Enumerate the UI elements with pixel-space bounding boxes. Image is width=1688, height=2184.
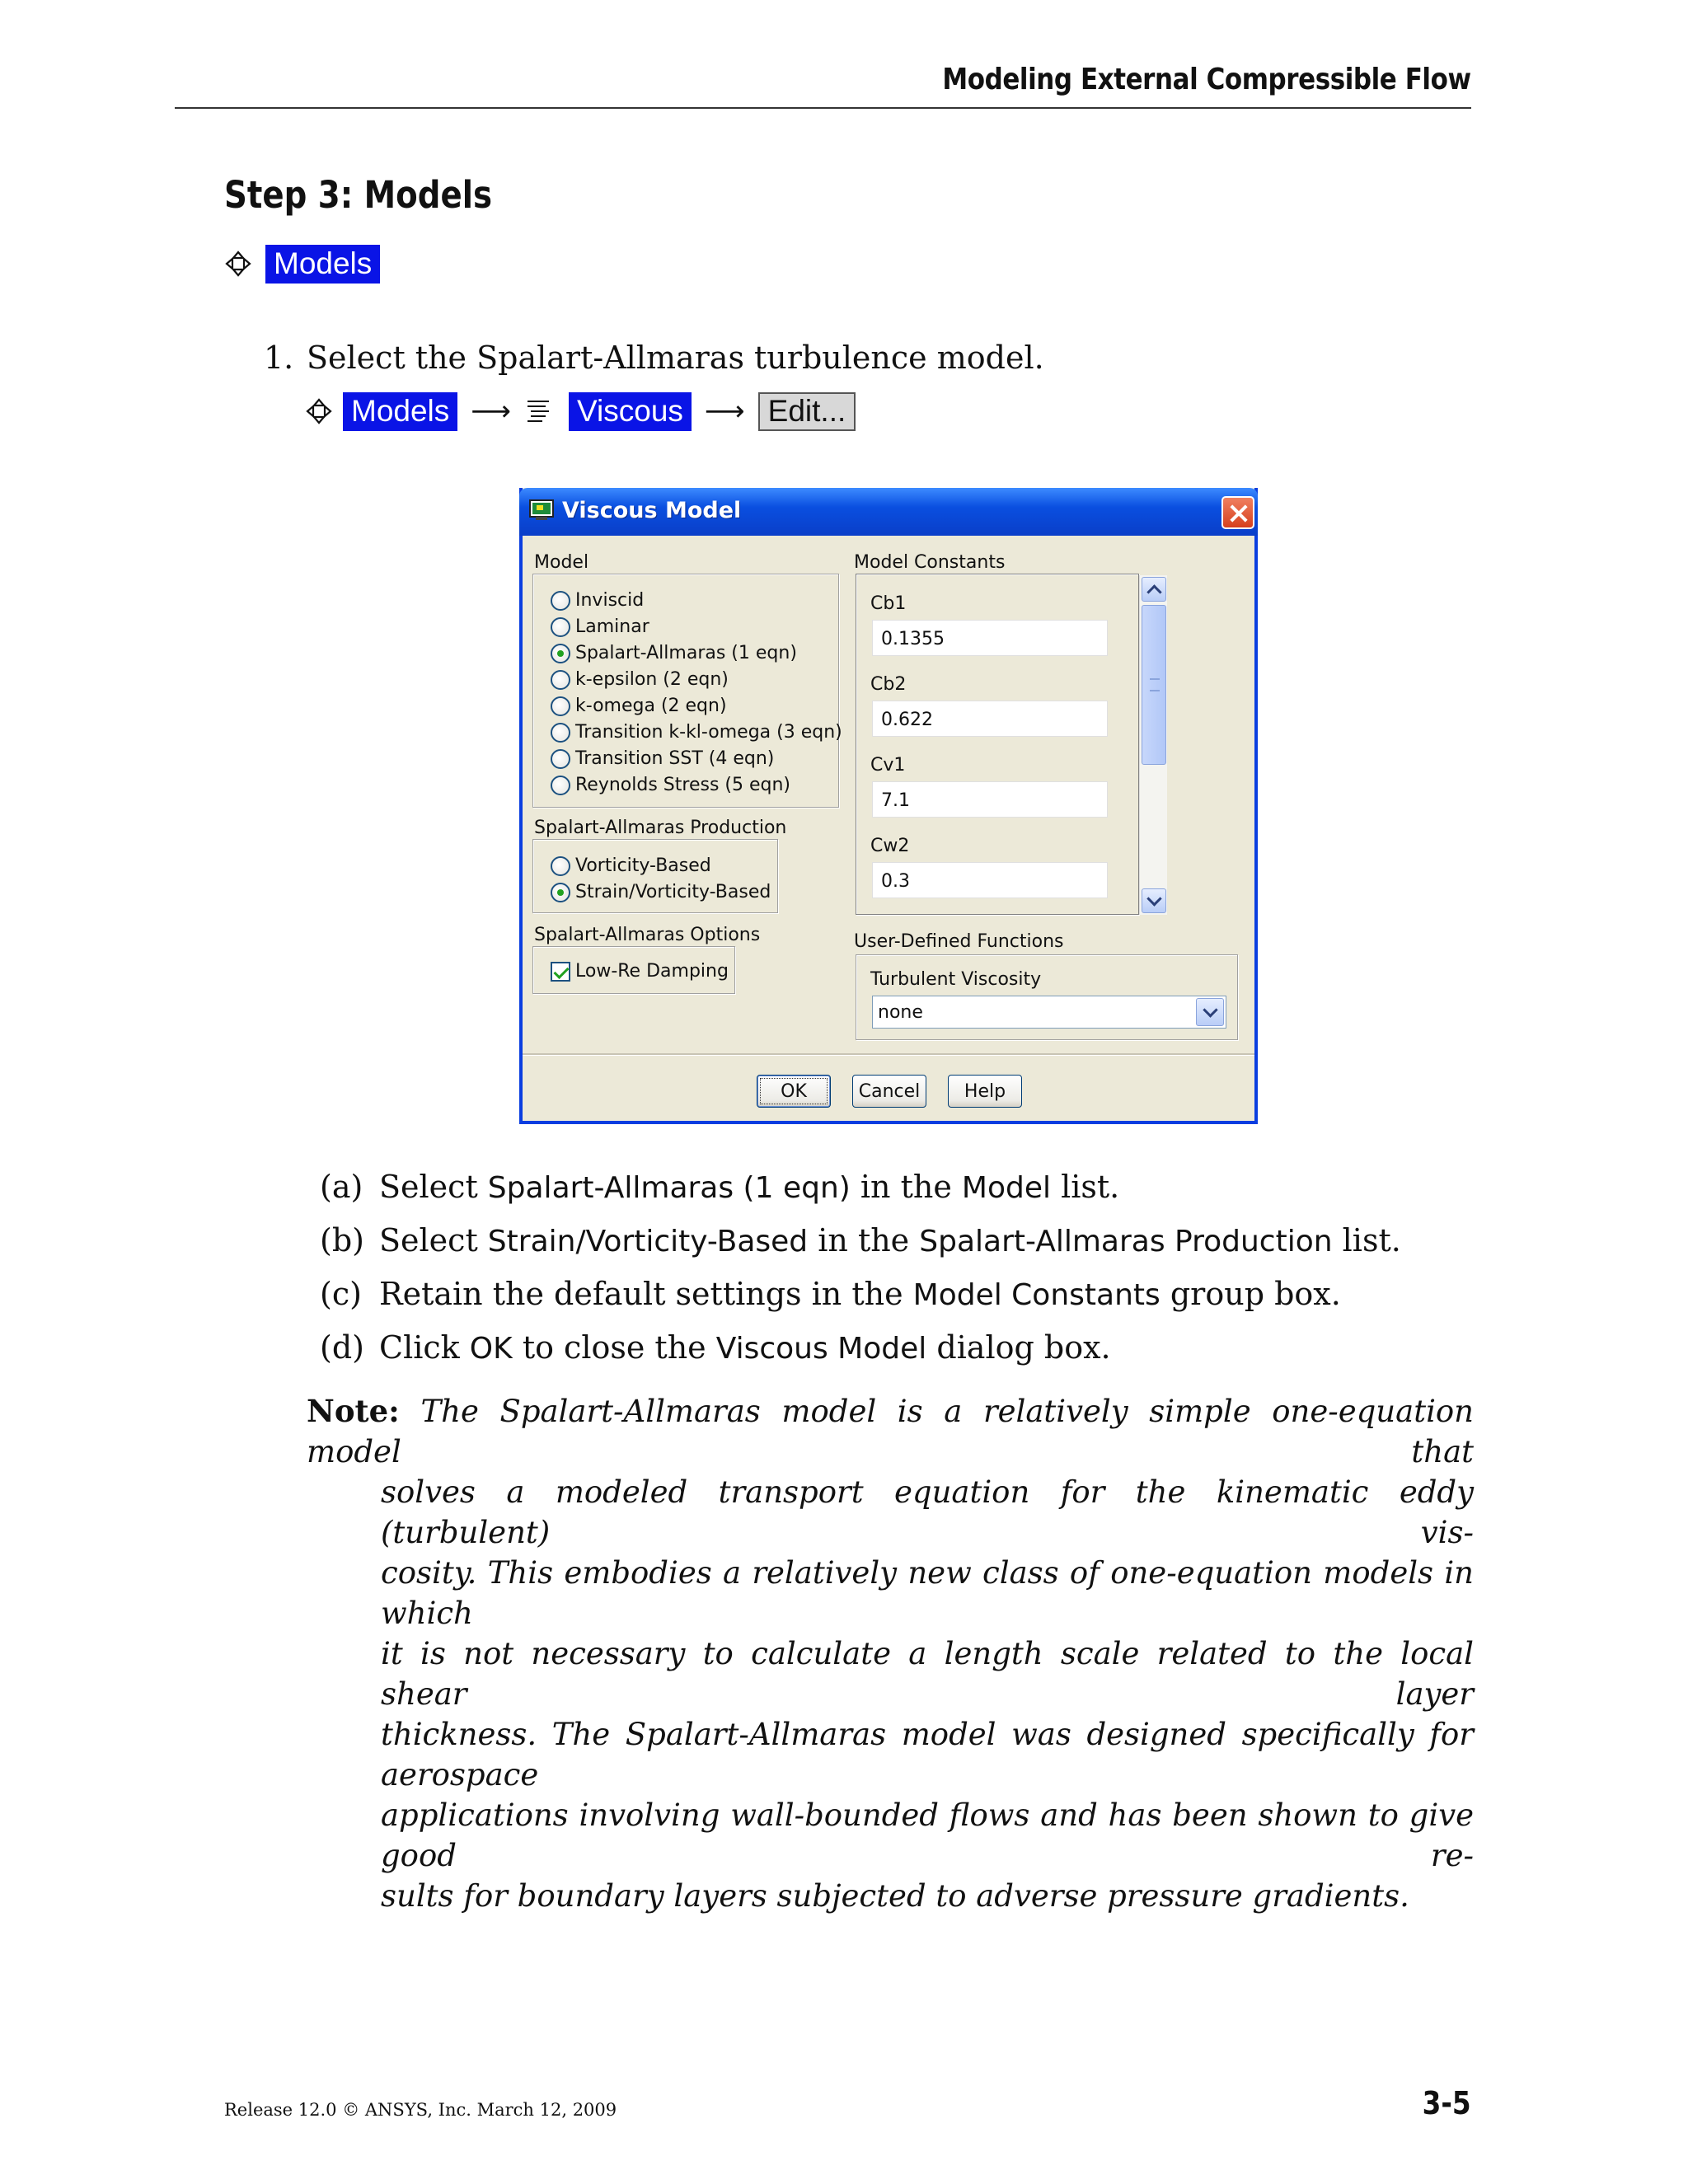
constants-group-label: Model Constants [854,552,1006,573]
radio-label: k-epsilon (2 eqn) [575,669,729,690]
radio-label: Strain/Vorticity-Based [575,882,771,902]
chevron-down-icon[interactable] [1196,998,1224,1026]
substep-text: in the [850,1169,962,1205]
note-text: The Spalart-Allmaras model is a relatively simple one-equation model that [307,1394,1475,1469]
radio-laminar[interactable] [551,616,649,637]
radio-button[interactable] [551,644,570,663]
radio-button[interactable] [551,776,570,795]
substep-text: list. [1332,1222,1401,1258]
ok-button[interactable]: OK [757,1075,831,1108]
radio-k-omega[interactable] [551,696,727,716]
radio-button[interactable] [551,617,570,637]
radio-label: Spalart-Allmaras (1 eqn) [575,643,797,663]
fluent-app-icon [529,499,554,521]
ui-term: Strain/Vorticity-Based [487,1225,809,1258]
udf-group-label: User-Defined Functions [854,931,1064,952]
ui-term: Viscous Model [715,1332,927,1366]
note-line: it is not necessary to calculate a length scale related to the local shear layer [381,1636,1474,1712]
scroll-up-icon[interactable] [1142,577,1166,602]
radio-transition-k-kl-omega[interactable] [551,722,842,743]
substep-label: (b) [320,1222,364,1258]
dialog-title: Viscous Model [562,498,742,523]
list-icon [524,397,552,425]
radio-vorticity-based[interactable] [551,855,711,876]
radio-label: Inviscid [575,590,645,611]
substep-label: (d) [320,1329,364,1366]
ui-term: Spalart-Allmaras (1 eqn) [487,1171,851,1205]
turbulent-viscosity-select[interactable] [872,996,1226,1029]
cb2-field[interactable]: 0.622 [872,701,1108,737]
note-line [307,1391,1474,1472]
checkbox-low-re-damping[interactable] [551,961,729,982]
step-text: Select the Spalart-Allmaras turbulence model. [307,340,1044,376]
substep-d [320,1329,1111,1366]
step-item-1 [264,340,1044,376]
radio-transition-sst[interactable] [551,748,774,769]
note-block [307,1391,1474,1916]
note-line: cosity. This embodies a relatively new class of one-equation models in which [381,1555,1474,1631]
checkbox-label: Low-Re Damping [575,961,729,982]
radio-button[interactable] [551,883,570,902]
constant-label-cv1: Cv1 [870,755,906,776]
dialog-titlebar[interactable] [519,488,1258,536]
radio-button[interactable] [551,670,570,690]
substep-text: group box. [1160,1276,1341,1312]
radio-label: Transition k-kl-omega (3 eqn) [575,722,842,743]
radio-label: Transition SST (4 eqn) [575,748,775,769]
cw2-field[interactable]: 0.3 [872,862,1108,898]
ui-term: Model [961,1171,1052,1205]
substep-c [320,1276,1341,1312]
radio-label: k-omega (2 eqn) [575,696,727,716]
radio-k-epsilon[interactable] [551,669,729,690]
substep-label: (c) [320,1276,362,1312]
substep-text: Select [379,1169,488,1205]
radio-label: Laminar [575,616,649,637]
ui-term: Model Constants [912,1278,1160,1312]
radio-reynolds-stress[interactable] [551,775,790,795]
header-rule [175,107,1471,109]
nav-path-2 [305,392,856,431]
edit-button[interactable]: Edit... [758,392,856,431]
running-header: Modeling External Compressible Flow [942,63,1471,96]
substep-text: Click [379,1329,470,1366]
constant-label-cw2: Cw2 [870,836,910,856]
nav-path-1 [224,245,380,284]
viscous-link[interactable]: Viscous [569,392,692,431]
radio-button[interactable] [551,749,570,769]
scroll-thumb[interactable] [1142,605,1166,765]
models-link[interactable]: Models [265,245,380,284]
options-group-label: Spalart-Allmaras Options [534,925,761,945]
radio-button[interactable] [551,696,570,716]
cancel-button[interactable]: Cancel [852,1075,926,1108]
path-arrow: ⟶ [471,395,512,429]
substep-text: Retain the default settings in the [379,1276,913,1312]
radio-button[interactable] [551,723,570,743]
radio-button[interactable] [551,591,570,611]
move-arrows-icon [224,250,252,278]
note-line: solves a modeled transport equation for the kinematic eddy (turbulent) vis- [381,1474,1474,1550]
note-line: sults for boundary layers subjected to adverse pressure gradients. [381,1878,1409,1914]
cv1-field[interactable]: 7.1 [872,781,1108,818]
note-line: applications involving wall-bounded flows and has been shown to give good re- [381,1797,1474,1873]
step-heading: Step 3: Models [224,173,493,217]
radio-label: Vorticity-Based [575,855,711,876]
radio-spalart-allmaras[interactable] [551,643,797,663]
note-line: thickness. The Spalart-Allmaras model was designed specifically for aerospace [381,1717,1474,1793]
substep-b [320,1222,1401,1258]
page-number: 3-5 [1422,2085,1471,2121]
radio-label: Reynolds Stress (5 eqn) [575,775,790,795]
move-arrows-icon [305,397,333,425]
constant-label-cb1: Cb1 [870,593,907,614]
substep-text: in the [808,1222,920,1258]
substep-text: Select [379,1222,488,1258]
turbulent-viscosity-label: Turbulent Viscosity [870,969,1042,990]
models-link[interactable]: Models [343,392,457,431]
help-button[interactable]: Help [948,1075,1022,1108]
step-number: 1. [264,340,294,376]
constants-scrollbar[interactable] [1139,575,1167,915]
close-icon[interactable] [1221,496,1254,529]
footer-release: Release 12.0 © ANSYS, Inc. March 12, 2009 [224,2100,617,2120]
constant-label-cb2: Cb2 [870,674,907,695]
cb1-field[interactable]: 0.1355 [872,620,1108,656]
model-group-label: Model [534,552,589,573]
path-arrow: ⟶ [704,395,745,429]
radio-strain-vorticity-based[interactable] [551,882,771,902]
ui-term: OK [469,1332,513,1366]
substep-text: list. [1051,1169,1120,1205]
ui-term: Spalart-Allmaras Production [919,1225,1333,1258]
radio-button[interactable] [551,856,570,876]
viscous-model-dialog [519,488,1258,1124]
substep-text: to close the [512,1329,716,1366]
radio-inviscid[interactable] [551,590,644,611]
production-group-label: Spalart-Allmaras Production [534,818,787,838]
note-label: Note: [307,1393,400,1429]
select-value: none [878,1002,923,1023]
scroll-down-icon[interactable] [1142,888,1166,913]
button-separator [523,1053,1254,1055]
substep-label: (a) [320,1169,363,1205]
substep-a [320,1169,1119,1205]
checkbox[interactable] [551,962,570,982]
substep-text: dialog box. [926,1329,1111,1366]
